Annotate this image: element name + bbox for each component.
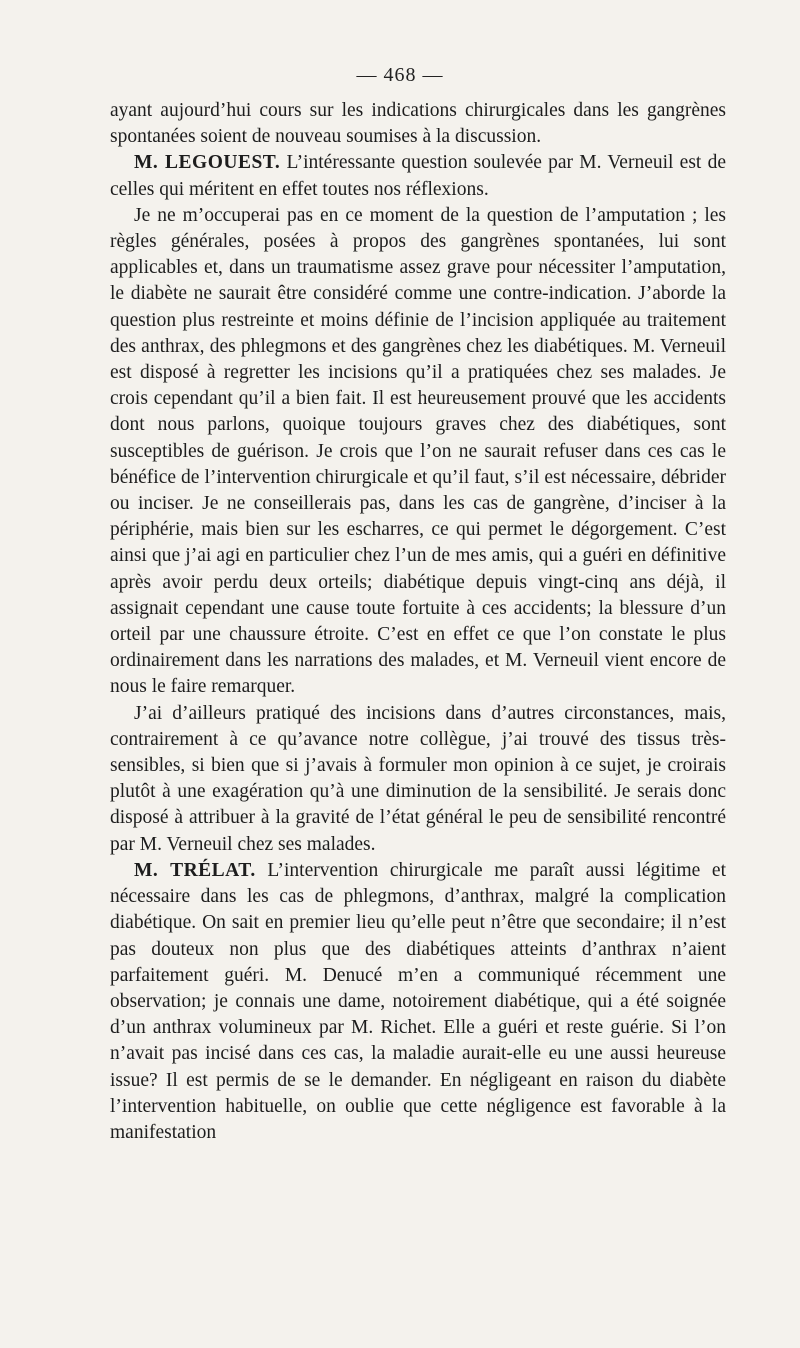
paragraph-legouest: [110, 150, 726, 202]
paragraph-trelat: [110, 858, 726, 1146]
paragraph-continuation: [110, 98, 726, 150]
paragraph-text: L’intervention chirurgicale me paraît aussi légitime et nécessaire dans les cas de phlegmons, d’anthrax, malgré la complication diabétique. On sait en premier lieu qu’elle peut n’être que secondaire; il n’est pas douteux non plus que des diabétiques atteints d’anthrax n’aient parfaitement guéri. M. Denucé m’en a communiqué récemment une observation; je connais une dame, notoirement diabétique, qui a été soignée d’un anthrax volumineux par M. Richet. Elle a guéri et reste guérie. Si l’on n’avait pas incisé dans ces cas, la maladie aurait-elle eu une aussi heureuse issue? Il est permis de se le demander. En négligeant en raison du diabète l’intervention habituelle, on oublie que cette négligence est favorable à la manifestation: [110, 859, 727, 1143]
speaker-name: M. TRÉLAT.: [134, 859, 256, 881]
paragraph-text: L’intéressante question soulevée par M. Verneuil est de celles qui méritent en effet toutes nos réflexions.: [110, 152, 726, 200]
body-text: [110, 98, 726, 1146]
paragraph-incisions: [110, 701, 726, 858]
paragraph-text: J’ai d’ailleurs pratiqué des incisions dans d’autres circonstances, mais, contrairement à ce qu’avance notre collègue, j’ai trouvé des tissus très-sensibles, si bien que si j’avais à formuler mon opinion à ce sujet, je croirais plutôt à une exagération qu’à une diminution de la sensibilité. Je serais donc disposé à attribuer à la gravité de l’état général le peu de sensibilité rencontré par M. Verneuil chez ses malades.: [110, 702, 726, 855]
paragraph-text: ayant aujourd’hui cours sur les indications chirurgicales dans les gangrènes spontanées soient de nouveau soumises à la discussion.: [110, 100, 726, 148]
page-number: — 468 —: [356, 64, 444, 86]
speaker-name: M. LEGOUEST.: [134, 152, 281, 174]
paragraph-amputation: [110, 203, 726, 701]
paragraph-text: Je ne m’occuperai pas en ce moment de la question de l’amputation ; les règles générales, posées à propos des gangrènes spontanées, lui sont applicables et, dans un traumatisme assez grave pour nécessiter l’amputation, le diabète ne saurait être considéré comme une contre-indication. J’aborde la question plus restreinte et moins définie de l’incision appliquée au traitement des anthrax, des phlegmons et des gangrènes chez les diabétiques. M. Verneuil est disposé à regretter les incisions qu’il a pratiquées chez ses malades. Je crois cependant qu’il a bien fait. Il est heureusement prouvé que les accidents dont nous parlons, quoique toujours graves chez des diabétiques, sont susceptibles de guérison. Je crois que l’on ne saurait refuser dans ces cas le bénéfice de l’intervention chirurgicale et qu’il faut, s’il est nécessaire, débrider ou inciser. Je ne conseillerais pas, dans les cas de gangrène, d’inciser à la périphérie, mais bien sur les escharres, ce qui permet le dégorgement. C’est ainsi que j’ai agi en particulier chez l’un de mes amis, qui a guéri en définitive après avoir perdu deux orteils; diabétique depuis vingt-cinq ans déjà, il assignait cependant une cause toute fortuite à ces accidents; la blessure d’un orteil par une chaussure étroite. C’est en effet ce que l’on constate le plus ordinairement dans les narrations des malades, et M. Verneuil vient encore de nous le faire remarquer.: [110, 204, 726, 698]
